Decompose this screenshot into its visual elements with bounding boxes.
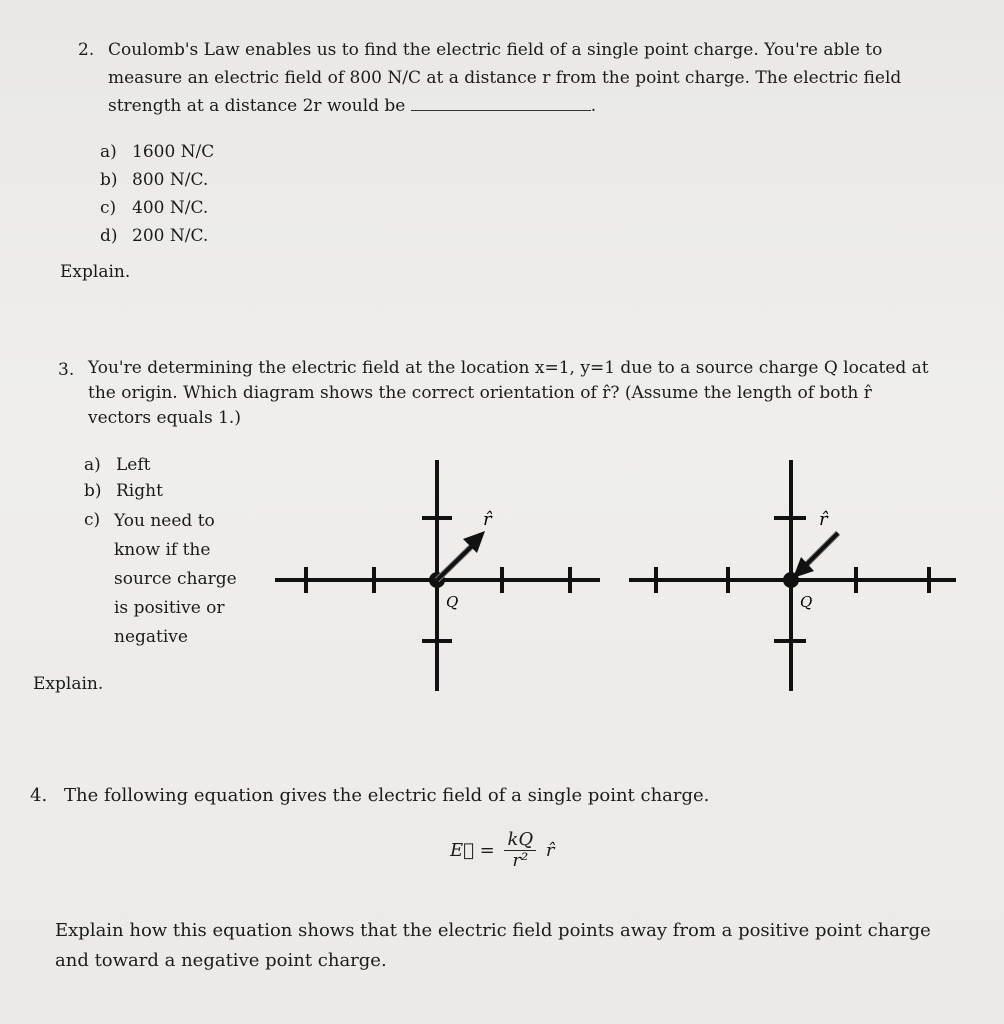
question-2-line-1: Coulomb's Law enables us to find the electric field of a single point charge. You're able to — [108, 40, 883, 60]
question-4 — [30, 782, 930, 812]
diagram-right[interactable] — [624, 455, 959, 695]
question-2-option-b[interactable]: b) 800 N/C. — [100, 170, 209, 190]
charge-label: Q — [446, 593, 459, 611]
question-3 — [58, 356, 978, 446]
question-2-explain: Explain. — [60, 262, 131, 282]
question-2-options — [100, 138, 214, 250]
question-2-line-3: strength at a distance 2r would be — [108, 96, 406, 116]
diagram-left[interactable] — [270, 455, 605, 695]
equation-fraction — [504, 830, 536, 871]
question-4-explain-text — [55, 916, 985, 976]
equation-numerator: kQ — [504, 830, 536, 851]
question-4-line-3: and toward a negative point charge. — [55, 950, 387, 971]
question-2-option-c[interactable]: c) 400 N/C. — [100, 198, 209, 218]
charge-label: Q — [800, 593, 813, 611]
question-3-line-3: vectors equals 1.) — [88, 408, 241, 428]
question-2-option-d[interactable]: d) 200 N/C. — [100, 226, 209, 246]
question-2-line-2: measure an electric field of 800 N/C at a distance r from the point charge. The electric field — [108, 68, 902, 88]
question-3-option-a[interactable]: a) Left — [84, 455, 151, 475]
question-4-line-1: The following equation gives the electric field of a single point charge. — [64, 785, 710, 806]
question-4-line-2: Explain how this equation shows that the electric field points away from a positive point charge — [55, 920, 931, 941]
rhat-label: r̂ — [819, 509, 828, 530]
question-3-option-c[interactable]: c) You need to know if the source charge is positive or negative — [84, 510, 237, 647]
rhat-arrow-shaft — [807, 533, 838, 564]
electric-field-equation — [450, 830, 555, 871]
equation-lhs: E⃗ = — [450, 840, 495, 861]
question-3-option-b[interactable]: b) Right — [84, 481, 163, 501]
question-2-option-a[interactable]: a) 1600 N/C — [100, 142, 215, 162]
equation-denominator: r² — [512, 850, 529, 871]
equation-rhat: r̂ — [545, 840, 555, 861]
question-4-number: 4. — [30, 785, 48, 806]
question-3-number: 3. — [58, 360, 75, 380]
question-3-line-1: You're determining the electric field at the location x=1, y=1 due to a source charge Q located at — [88, 358, 929, 378]
question-3-options — [84, 452, 254, 652]
rhat-label: r̂ — [483, 509, 492, 530]
rhat-arrow-shaft — [437, 544, 474, 580]
question-3-line-2: the origin. Which diagram shows the correct orientation of r̂? (Assume the length of both r̂ — [88, 383, 872, 403]
question-2-number: 2. — [78, 40, 95, 60]
answer-blank[interactable] — [411, 94, 591, 111]
question-3-explain: Explain. — [33, 674, 104, 694]
question-2-line-3-end: . — [590, 96, 597, 116]
question-2 — [78, 36, 978, 126]
